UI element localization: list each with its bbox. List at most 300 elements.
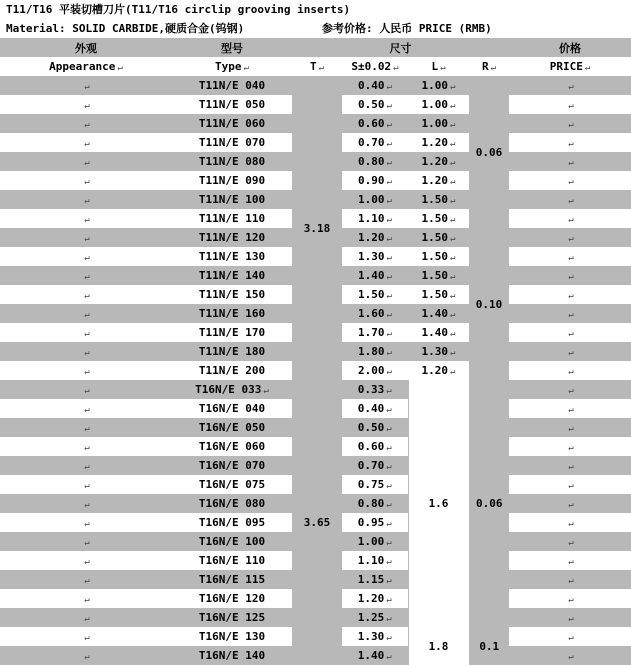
paragraph-mark-icon: ↵ <box>84 500 90 510</box>
paragraph-mark-icon: ↵ <box>450 82 456 92</box>
paragraph-mark-icon: ↵ <box>386 291 392 301</box>
price-cell <box>509 304 631 323</box>
appearance-cell <box>0 190 172 209</box>
l-value-cell <box>408 152 469 171</box>
header-l-text: L <box>431 60 439 73</box>
l-value-cell-text: 1.00 <box>421 79 449 92</box>
type-cell-text: T16N/E 110 <box>198 554 266 567</box>
paragraph-mark-icon: ↵ <box>386 405 392 415</box>
s-value-cell-text: 1.60 <box>358 307 385 320</box>
appearance-cell <box>0 342 172 361</box>
appearance-cell <box>0 513 172 532</box>
l-value-cell <box>408 247 469 266</box>
l-value-cell <box>408 190 469 209</box>
price-cell <box>509 285 631 304</box>
paragraph-mark-icon: ↵ <box>84 424 90 434</box>
price-cell <box>509 95 631 114</box>
price-cell <box>509 513 631 532</box>
paragraph-mark-icon: ↵ <box>84 443 90 453</box>
s-value-cell <box>342 361 408 380</box>
l-value-cell <box>408 228 469 247</box>
appearance-cell <box>0 171 172 190</box>
t-value-cell <box>292 380 342 665</box>
l-value-cell-text: 1.00 <box>421 117 449 130</box>
appearance-cell <box>0 551 172 570</box>
s-value-cell-text: 0.90 <box>358 174 385 187</box>
appearance-cell <box>0 570 172 589</box>
paragraph-mark-icon: ↵ <box>450 101 456 111</box>
paragraph-mark-icon: ↵ <box>568 253 574 263</box>
s-value-cell-text: 1.70 <box>358 326 385 339</box>
paragraph-mark-icon: ↵ <box>386 348 392 358</box>
l-value-cell <box>408 76 469 95</box>
s-value-cell-text: 0.95 <box>357 516 385 529</box>
type-cell <box>172 399 292 418</box>
s-value-cell-text: 1.40 <box>358 269 385 282</box>
appearance-cell <box>0 76 172 95</box>
paragraph-mark-icon: ↵ <box>84 614 90 624</box>
r-value-cell <box>469 228 509 380</box>
paragraph-mark-icon: ↵ <box>386 576 392 586</box>
header-price-cn <box>509 38 631 57</box>
s-value-cell <box>342 570 408 589</box>
paragraph-mark-icon: ↵ <box>568 576 574 586</box>
price-cell <box>509 190 631 209</box>
l-value-cell-text: 1.50 <box>421 269 449 282</box>
type-cell-text: T16N/E 095 <box>198 516 266 529</box>
appearance-cell <box>0 266 172 285</box>
appearance-cell <box>0 228 172 247</box>
type-cell-text: T16N/E 040 <box>198 402 266 415</box>
l-value-cell <box>408 342 469 361</box>
l-value-cell-text: 1.20 <box>421 155 449 168</box>
price-cell <box>509 418 631 437</box>
paragraph-mark-icon: ↵ <box>84 557 90 567</box>
s-value-cell-text: 0.60 <box>357 440 385 453</box>
type-cell-text: T11N/E 200 <box>198 364 266 377</box>
type-cell-text: T16N/E 100 <box>198 535 266 548</box>
price-cell <box>509 627 631 646</box>
l-value-cell-text: 1.20 <box>421 174 449 187</box>
paragraph-mark-icon: ↵ <box>84 367 90 377</box>
paragraph-mark-icon: ↵ <box>450 291 456 301</box>
paragraph-mark-icon: ↵ <box>584 63 591 73</box>
l-value-cell <box>408 266 469 285</box>
t-value-cell-text: 3.18 <box>303 221 331 235</box>
type-cell <box>172 95 292 114</box>
header-appearance-text: Appearance <box>49 60 116 73</box>
type-cell <box>172 171 292 190</box>
s-value-cell-text: 1.20 <box>357 592 385 605</box>
paragraph-mark-icon: ↵ <box>568 120 574 130</box>
s-value-cell <box>342 228 408 247</box>
appearance-cell <box>0 627 172 646</box>
type-cell <box>172 475 292 494</box>
header-type-text: Type <box>215 60 242 73</box>
l-value-cell-text: 1.20 <box>421 364 449 377</box>
paragraph-mark-icon: ↵ <box>84 348 90 358</box>
header-type-cn-text: 型号 <box>221 41 243 55</box>
type-cell <box>172 646 292 665</box>
price-cell <box>509 209 631 228</box>
s-value-cell <box>342 304 408 323</box>
paragraph-mark-icon: ↵ <box>386 614 392 624</box>
price-cell <box>509 323 631 342</box>
paragraph-mark-icon: ↵ <box>386 538 392 548</box>
paragraph-mark-icon: ↵ <box>84 462 90 472</box>
type-cell-text: T11N/E 110 <box>198 212 266 225</box>
r-value-cell <box>469 76 509 228</box>
type-cell <box>172 342 292 361</box>
appearance-cell <box>0 361 172 380</box>
type-cell-text: T11N/E 130 <box>198 250 266 263</box>
type-cell <box>172 266 292 285</box>
paragraph-mark-icon: ↵ <box>386 443 392 453</box>
paragraph-mark-icon: ↵ <box>386 386 392 396</box>
price-cell <box>509 380 631 399</box>
type-cell-text: T16N/E 115 <box>198 573 266 586</box>
price-cell <box>509 171 631 190</box>
l-value-cell-text: 1.50 <box>421 193 449 206</box>
type-cell-text: T11N/E 050 <box>198 98 266 111</box>
paragraph-mark-icon: ↵ <box>450 196 456 206</box>
r-value-cell <box>469 627 509 665</box>
appearance-cell <box>0 456 172 475</box>
s-value-cell <box>342 133 408 152</box>
l-value-cell <box>408 209 469 228</box>
s-value-cell-text: 1.00 <box>358 193 385 206</box>
paragraph-mark-icon: ↵ <box>568 329 574 339</box>
l-value-cell <box>408 304 469 323</box>
l-value-cell <box>408 114 469 133</box>
s-value-cell <box>342 209 408 228</box>
appearance-cell <box>0 475 172 494</box>
header-s <box>342 57 408 76</box>
paragraph-mark-icon: ↵ <box>568 158 574 168</box>
paragraph-mark-icon: ↵ <box>386 272 392 282</box>
type-cell <box>172 228 292 247</box>
paragraph-mark-icon: ↵ <box>84 253 90 263</box>
price-cell <box>509 266 631 285</box>
paragraph-mark-icon: ↵ <box>568 500 574 510</box>
table-row <box>0 76 631 95</box>
price-cell <box>509 456 631 475</box>
paragraph-mark-icon: ↵ <box>568 519 574 529</box>
price-cell <box>509 570 631 589</box>
type-cell <box>172 627 292 646</box>
paragraph-mark-icon: ↵ <box>84 215 90 225</box>
type-cell <box>172 152 292 171</box>
paragraph-mark-icon: ↵ <box>568 462 574 472</box>
l-value-cell-text: 1.40 <box>421 307 449 320</box>
l-value-cell <box>408 285 469 304</box>
s-value-cell-text: 1.25 <box>357 611 385 624</box>
header-price-text: PRICE <box>549 60 583 73</box>
appearance-cell <box>0 152 172 171</box>
appearance-cell <box>0 380 172 399</box>
price-cell <box>509 361 631 380</box>
s-value-cell <box>342 342 408 361</box>
paragraph-mark-icon: ↵ <box>568 633 574 643</box>
type-cell <box>172 209 292 228</box>
l-value-cell <box>408 323 469 342</box>
paragraph-mark-icon: ↵ <box>568 652 574 662</box>
paragraph-mark-icon: ↵ <box>490 63 497 73</box>
s-value-cell-text: 1.30 <box>358 250 385 263</box>
paragraph-mark-icon: ↵ <box>84 329 90 339</box>
r-value-cell-text: 0.10 <box>475 297 503 311</box>
paragraph-mark-icon: ↵ <box>84 310 90 320</box>
header-size-cn <box>292 38 509 57</box>
type-cell <box>172 361 292 380</box>
l-value-cell <box>408 627 469 665</box>
header-appearance <box>0 57 172 76</box>
paragraph-mark-icon: ↵ <box>84 196 90 206</box>
header-r-text: R <box>481 60 489 73</box>
l-value-cell-text: 1.8 <box>428 639 449 653</box>
header-type-cn <box>172 38 292 57</box>
type-cell-text: T16N/E 125 <box>198 611 266 624</box>
paragraph-mark-icon: ↵ <box>263 386 269 396</box>
paragraph-mark-icon: ↵ <box>568 348 574 358</box>
price-cell <box>509 437 631 456</box>
paragraph-mark-icon: ↵ <box>568 234 574 244</box>
type-cell-text: T16N/E 080 <box>198 497 266 510</box>
price-cell <box>509 551 631 570</box>
header-type <box>172 57 292 76</box>
l-value-cell <box>408 380 469 627</box>
header-row-en <box>0 57 631 76</box>
s-value-cell <box>342 285 408 304</box>
type-cell <box>172 304 292 323</box>
type-cell <box>172 551 292 570</box>
type-cell <box>172 323 292 342</box>
s-value-cell-text: 1.50 <box>358 288 385 301</box>
price-cell <box>509 342 631 361</box>
paragraph-mark-icon: ↵ <box>386 158 392 168</box>
l-value-cell-text: 1.50 <box>421 288 449 301</box>
paragraph-mark-icon: ↵ <box>568 405 574 415</box>
paragraph-mark-icon: ↵ <box>450 329 456 339</box>
type-cell-text: T16N/E 130 <box>198 630 266 643</box>
paragraph-mark-icon: ↵ <box>84 386 90 396</box>
s-value-cell-text: 1.10 <box>357 554 385 567</box>
appearance-cell <box>0 304 172 323</box>
paragraph-mark-icon: ↵ <box>84 595 90 605</box>
paragraph-mark-icon: ↵ <box>84 177 90 187</box>
paragraph-mark-icon: ↵ <box>450 272 456 282</box>
s-value-cell-text: 0.40 <box>357 402 385 415</box>
l-value-cell-text: 1.50 <box>421 250 449 263</box>
price-cell <box>509 532 631 551</box>
l-value-cell-text: 1.40 <box>421 326 449 339</box>
s-value-cell <box>342 266 408 285</box>
header-price-cn-text: 价格 <box>559 41 581 55</box>
s-value-cell <box>342 513 408 532</box>
paragraph-mark-icon: ↵ <box>243 63 249 73</box>
paragraph-mark-icon: ↵ <box>386 557 392 567</box>
l-value-cell-text: 1.6 <box>428 497 449 510</box>
type-cell-text: T11N/E 160 <box>198 307 266 320</box>
paragraph-mark-icon: ↵ <box>568 291 574 301</box>
l-value-cell-text: 1.30 <box>421 345 449 358</box>
paragraph-mark-icon: ↵ <box>318 63 325 73</box>
t-value-cell-text: 3.65 <box>303 516 331 529</box>
s-value-cell-text: 1.00 <box>357 535 385 548</box>
price-cell <box>509 608 631 627</box>
paragraph-mark-icon: ↵ <box>84 158 90 168</box>
appearance-cell <box>0 646 172 665</box>
type-cell-text: T11N/E 100 <box>198 193 266 206</box>
type-cell-text: T11N/E 180 <box>198 345 266 358</box>
type-cell-text: T16N/E 060 <box>198 440 266 453</box>
appearance-cell <box>0 247 172 266</box>
price-cell <box>509 494 631 513</box>
s-value-cell <box>342 152 408 171</box>
paragraph-mark-icon: ↵ <box>84 538 90 548</box>
paragraph-mark-icon: ↵ <box>84 652 90 662</box>
paragraph-mark-icon: ↵ <box>450 139 456 149</box>
s-value-cell-text: 2.00 <box>358 364 385 377</box>
s-value-cell-text: 1.30 <box>357 630 385 643</box>
appearance-cell <box>0 285 172 304</box>
header-t-text: T <box>309 60 317 73</box>
paragraph-mark-icon: ↵ <box>386 462 392 472</box>
s-value-cell <box>342 608 408 627</box>
s-value-cell <box>342 323 408 342</box>
type-cell <box>172 380 292 399</box>
paragraph-mark-icon: ↵ <box>450 215 456 225</box>
paragraph-mark-icon: ↵ <box>386 481 392 491</box>
paragraph-mark-icon: ↵ <box>386 367 392 377</box>
header-s-text: S±0.02 <box>351 60 392 73</box>
paragraph-mark-icon: ↵ <box>84 576 90 586</box>
paragraph-mark-icon: ↵ <box>84 519 90 529</box>
s-value-cell <box>342 627 408 646</box>
type-cell-text: T16N/E 140 <box>198 649 266 662</box>
paragraph-mark-icon: ↵ <box>568 272 574 282</box>
header-r <box>469 57 509 76</box>
appearance-cell <box>0 399 172 418</box>
r-value-cell-text: 0.06 <box>475 145 503 159</box>
paragraph-mark-icon: ↵ <box>386 253 392 263</box>
paragraph-mark-icon: ↵ <box>568 595 574 605</box>
s-value-cell <box>342 95 408 114</box>
type-cell <box>172 494 292 513</box>
l-value-cell-text: 1.50 <box>421 231 449 244</box>
paragraph-mark-icon: ↵ <box>393 63 399 73</box>
s-value-cell-text: 0.50 <box>358 98 385 111</box>
appearance-cell <box>0 323 172 342</box>
type-cell <box>172 532 292 551</box>
price-cell <box>509 114 631 133</box>
appearance-cell <box>0 608 172 627</box>
s-value-cell <box>342 380 408 399</box>
s-value-cell <box>342 589 408 608</box>
l-value-cell-text: 1.20 <box>421 136 449 149</box>
price-cell <box>509 475 631 494</box>
appearance-cell <box>0 589 172 608</box>
type-cell-text: T16N/E 120 <box>198 592 266 605</box>
paragraph-mark-icon: ↵ <box>568 367 574 377</box>
price-cell <box>509 76 631 95</box>
type-cell <box>172 76 292 95</box>
paragraph-mark-icon: ↵ <box>386 519 392 529</box>
inserts-table <box>0 38 631 665</box>
paragraph-mark-icon: ↵ <box>84 481 90 491</box>
r-value-cell-text: 0.1 <box>479 639 500 653</box>
appearance-cell <box>0 494 172 513</box>
paragraph-mark-icon: ↵ <box>84 234 90 244</box>
appearance-cell <box>0 114 172 133</box>
paragraph-mark-icon: ↵ <box>386 215 392 225</box>
paragraph-mark-icon: ↵ <box>386 82 392 92</box>
type-cell <box>172 570 292 589</box>
paragraph-mark-icon: ↵ <box>450 120 456 130</box>
paragraph-mark-icon: ↵ <box>84 139 90 149</box>
paragraph-mark-icon: ↵ <box>568 386 574 396</box>
paragraph-mark-icon: ↵ <box>450 348 456 358</box>
paragraph-mark-icon: ↵ <box>386 139 392 149</box>
s-value-cell-text: 0.80 <box>358 155 385 168</box>
type-cell <box>172 114 292 133</box>
type-cell-text: T16N/E 050 <box>198 421 266 434</box>
l-value-cell-text: 1.50 <box>421 212 449 225</box>
header-appearance-cn <box>0 38 172 57</box>
appearance-cell <box>0 133 172 152</box>
type-cell-text: T11N/E 150 <box>198 288 266 301</box>
s-value-cell-text: 0.80 <box>357 497 385 510</box>
paragraph-mark-icon: ↵ <box>386 652 392 662</box>
paragraph-mark-icon: ↵ <box>450 234 456 244</box>
s-value-cell-text: 1.20 <box>358 231 385 244</box>
s-value-cell <box>342 646 408 665</box>
type-cell <box>172 247 292 266</box>
s-value-cell <box>342 171 408 190</box>
s-value-cell-text: 1.40 <box>357 649 385 662</box>
s-value-cell <box>342 494 408 513</box>
type-cell-text: T16N/E 033 <box>195 383 262 396</box>
price-cell <box>509 152 631 171</box>
s-value-cell <box>342 437 408 456</box>
price-cell <box>509 399 631 418</box>
type-cell-text: T11N/E 120 <box>198 231 266 244</box>
type-cell <box>172 418 292 437</box>
header-t <box>292 57 342 76</box>
type-cell <box>172 513 292 532</box>
l-value-cell-text: 1.00 <box>421 98 449 111</box>
appearance-cell <box>0 418 172 437</box>
s-value-cell <box>342 247 408 266</box>
paragraph-mark-icon: ↵ <box>386 234 392 244</box>
paragraph-mark-icon: ↵ <box>84 101 90 111</box>
appearance-cell <box>0 95 172 114</box>
paragraph-mark-icon: ↵ <box>386 424 392 434</box>
t-value-cell <box>292 76 342 380</box>
price-cell <box>509 133 631 152</box>
table-row <box>0 380 631 399</box>
s-value-cell <box>342 399 408 418</box>
s-value-cell-text: 0.33 <box>357 383 385 396</box>
paragraph-mark-icon: ↵ <box>568 557 574 567</box>
paragraph-mark-icon: ↵ <box>386 500 392 510</box>
s-value-cell-text: 0.60 <box>358 117 385 130</box>
paragraph-mark-icon: ↵ <box>568 82 574 92</box>
s-value-cell <box>342 114 408 133</box>
s-value-cell-text: 0.50 <box>357 421 385 434</box>
type-cell-text: T16N/E 075 <box>198 478 266 491</box>
l-value-cell <box>408 171 469 190</box>
